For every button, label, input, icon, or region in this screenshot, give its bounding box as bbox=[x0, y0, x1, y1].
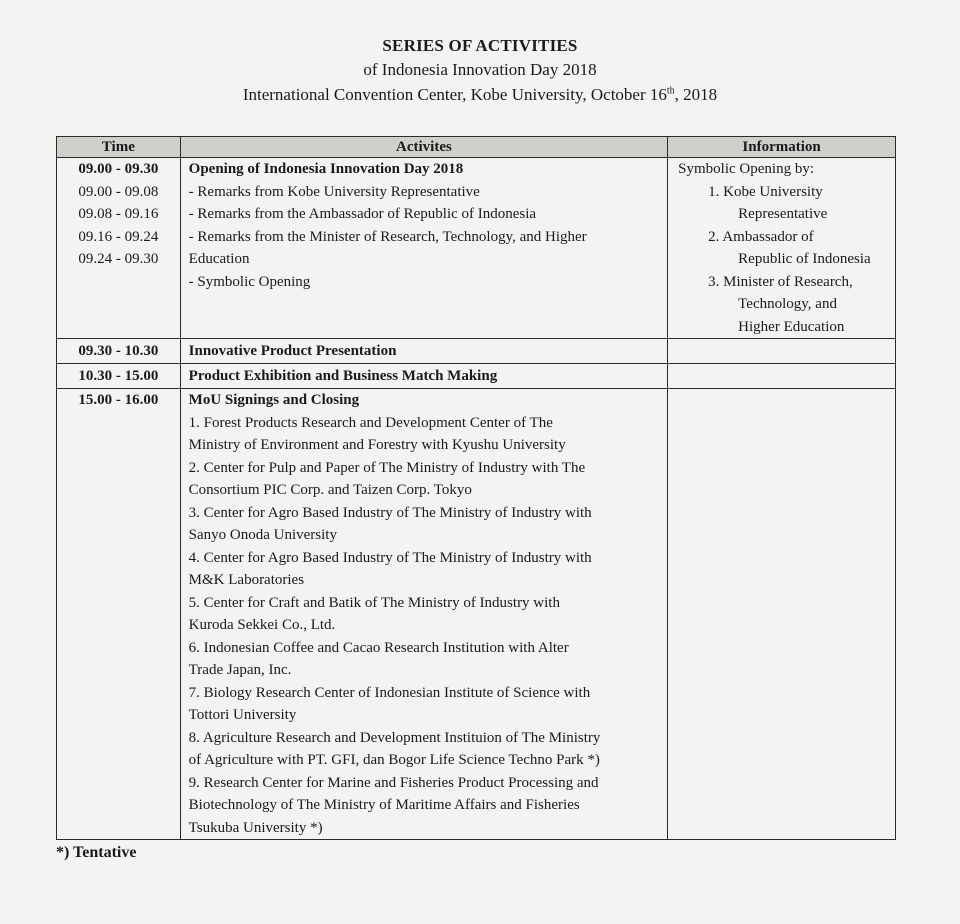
mou-activities bbox=[180, 389, 668, 840]
presentation-title: Innovative Product Presentation bbox=[180, 339, 668, 364]
mou-line: Consortium PIC Corp. and Taizen Corp. Tokyo bbox=[188, 482, 472, 498]
opening-item: - Symbolic Opening bbox=[188, 273, 311, 290]
mou-line: 2. Center for Pulp and Paper of The Ministry of Industry with The bbox=[188, 459, 586, 476]
mou-line: of Agriculture with PT. GFI, dan Bogor Life Science Techno Park *) bbox=[188, 752, 600, 768]
presentation-time: 09.30 - 10.30 bbox=[57, 339, 181, 364]
table-row-exhibition bbox=[57, 364, 896, 389]
mou-line: 6. Indonesian Coffee and Cacao Research Institution with Alter bbox=[188, 639, 569, 656]
document-subtitle: of Indonesia Innovation Day 2018 bbox=[363, 60, 597, 79]
mou-line: 7. Biology Research Center of Indonesian Institute of Science with bbox=[188, 684, 591, 701]
mou-line: 8. Agriculture Research and Development Instituion of The Ministry bbox=[188, 729, 601, 746]
document-venue bbox=[0, 85, 960, 105]
table-row-opening bbox=[57, 158, 896, 339]
info-line: Representative bbox=[738, 206, 828, 222]
info-line: 2. Ambassador of bbox=[708, 228, 814, 245]
document-title: SERIES OF ACTIVITIES bbox=[382, 36, 578, 55]
opening-information bbox=[668, 158, 896, 339]
mou-line: Biotechnology of The Ministry of Maritime Affairs and Fisheries bbox=[188, 797, 580, 813]
mou-line: Trade Japan, Inc. bbox=[188, 662, 292, 678]
venue-year: , 2018 bbox=[674, 85, 718, 104]
opening-time-slot: 09.24 - 09.30 bbox=[78, 251, 159, 267]
mou-line: 3. Center for Agro Based Industry of The Ministry of Industry with bbox=[188, 504, 592, 521]
mou-line: Kuroda Sekkei Co., Ltd. bbox=[188, 617, 336, 633]
mou-line: Tottori University bbox=[188, 707, 297, 723]
header-information: Information bbox=[668, 137, 896, 158]
opening-time-main: 09.00 - 09.30 bbox=[78, 161, 159, 177]
mou-line: Tsukuba University *) bbox=[188, 819, 323, 836]
opening-time-slot: 09.08 - 09.16 bbox=[78, 206, 159, 222]
schedule-table bbox=[56, 136, 896, 840]
venue-date-suffix: th bbox=[666, 85, 675, 97]
info-line: 3. Minister of Research, bbox=[708, 273, 853, 290]
mou-title: MoU Signings and Closing bbox=[188, 392, 360, 408]
exhibition-title: Product Exhibition and Business Match Making bbox=[180, 364, 668, 389]
opening-item: - Remarks from the Ambassador of Republic of Indonesia bbox=[188, 206, 537, 222]
opening-time-slot: 09.00 - 09.08 bbox=[78, 183, 159, 200]
venue-text: International Convention Center, Kobe University, October 16 bbox=[242, 85, 667, 104]
exhibition-information bbox=[668, 364, 896, 389]
header-time: Time bbox=[57, 137, 181, 158]
mou-line: Ministry of Environment and Forestry with Kyushu University bbox=[188, 437, 566, 453]
opening-item: - Remarks from the Minister of Research, Technology, and Higher bbox=[188, 228, 587, 245]
mou-line: 5. Center for Craft and Batik of The Ministry of Industry with bbox=[188, 594, 560, 611]
opening-item: Education bbox=[188, 251, 250, 267]
mou-information bbox=[668, 389, 896, 840]
mou-line: 4. Center for Agro Based Industry of The Ministry of Industry with bbox=[188, 549, 592, 566]
mou-time bbox=[57, 389, 181, 840]
table-row-mou bbox=[57, 389, 896, 840]
mou-line: 9. Research Center for Marine and Fisheries Product Processing and bbox=[188, 774, 599, 791]
opening-times bbox=[57, 158, 181, 339]
opening-time-slot: 09.16 - 09.24 bbox=[78, 228, 159, 245]
opening-activities bbox=[180, 158, 668, 339]
mou-time-text: 15.00 - 16.00 bbox=[78, 392, 159, 408]
opening-item: - Remarks from Kobe University Representative bbox=[188, 183, 480, 200]
exhibition-time: 10.30 - 15.00 bbox=[57, 364, 181, 389]
info-line: Symbolic Opening by: bbox=[678, 161, 814, 177]
opening-title: Opening of Indonesia Innovation Day 2018 bbox=[188, 161, 464, 177]
info-line: Republic of Indonesia bbox=[738, 251, 871, 267]
header-activities: Activites bbox=[180, 137, 668, 158]
footnote-tentative: *) Tentative bbox=[56, 844, 137, 861]
info-line: 1. Kobe University bbox=[708, 183, 823, 200]
mou-line: M&K Laboratories bbox=[188, 572, 305, 588]
info-line: Technology, and bbox=[738, 296, 837, 312]
table-row-presentation bbox=[57, 339, 896, 364]
presentation-information bbox=[668, 339, 896, 364]
info-line: Higher Education bbox=[738, 318, 845, 335]
mou-line: 1. Forest Products Research and Development Center of The bbox=[188, 414, 553, 431]
mou-line: Sanyo Onoda University bbox=[188, 527, 337, 543]
table-header-row bbox=[57, 137, 896, 158]
